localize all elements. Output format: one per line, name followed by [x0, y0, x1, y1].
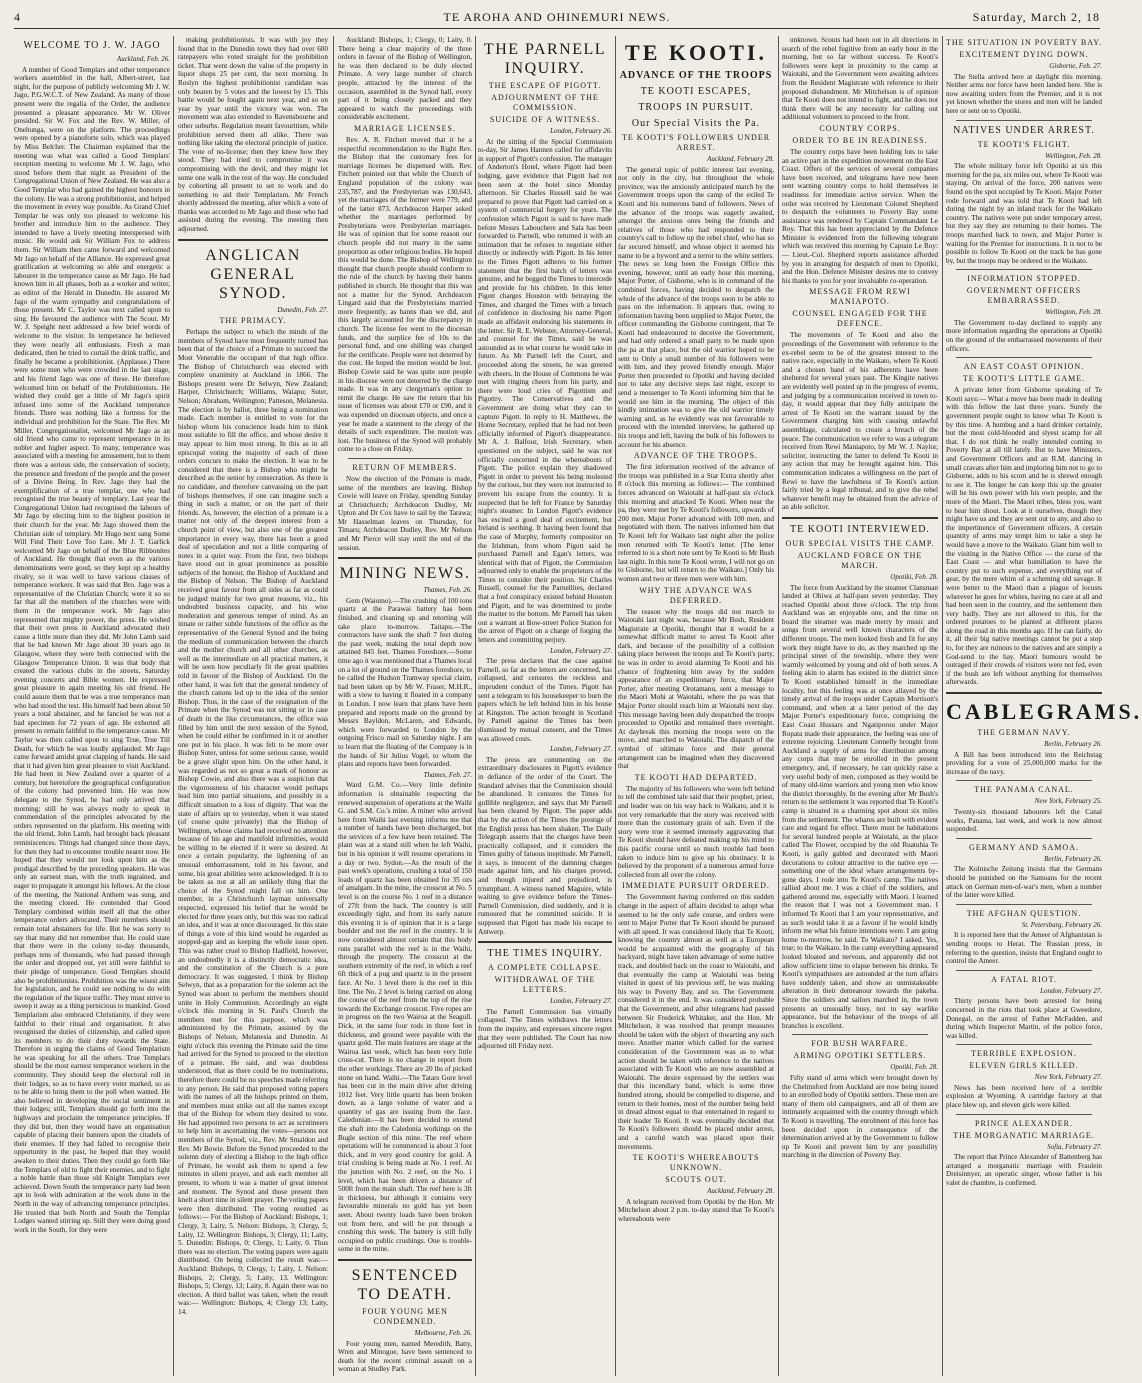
dateline: Auckland, Feb. 26.: [116, 55, 170, 63]
section-rule: [956, 780, 1092, 781]
dateline: Dunedin, Feb. 27.: [277, 305, 328, 314]
subheading: A COMPLETE COLLAPSE.: [487, 963, 602, 973]
subheading: TE KOOTI'S WHEREABOUTS UNKNOWN.: [632, 1153, 760, 1173]
dateline: London, February 27.: [550, 745, 612, 754]
column-7: [946, 36, 1142, 1376]
subheading: TE KOOTI'S LITTLE GAME.: [962, 374, 1086, 384]
article-body: A telegram received from Opotiki by the Hon. Mr Mitchelson about 2 p.m. to-day stated that Te Kooti's whereabouts were: [618, 1197, 774, 1223]
dateline: Berlin, February 26.: [1044, 740, 1102, 749]
subheading: ADVANCE OF THE TROOPS.: [633, 451, 759, 461]
dateline: Opotiki, Feb. 28.: [890, 1063, 938, 1072]
article-body: unknown. Scouts had been out in all directions in search of the rebel fugitive from an early hour in the morning, but so far without success. Te Kooti's followers were kept in proximity to the camp at Waiotahi, and the Government were awaiting advices from the Resident Magistrate with reference to their proposed disbandment. Mr Mitchelson is of opinion that Te Kooti does not intend to fight, and he does not think there will be any necessity for calling out additional volunteers to proceed to the front.: [782, 36, 938, 122]
subheading: THE PRIMACY.: [219, 316, 287, 326]
article-body: The Stella arrived here at daylight this morning. Neither arms nor force have been landed here. She is now awaiting orders from the Premier, and it is not yet known whether the stores and men will be landed here or sent on to Opotiki.: [946, 72, 1102, 115]
column-4: [478, 36, 612, 1376]
article-headline: NATIVES UNDER ARREST.: [953, 124, 1095, 136]
column-divider: [942, 36, 943, 1376]
dateline: Gisborne, Feb. 27.: [1049, 62, 1102, 70]
column-divider: [333, 36, 334, 1376]
article-headline: WELCOME TO J. W. JAGO: [23, 40, 161, 51]
dateline: Melbourne, Feb. 26.: [414, 1328, 472, 1337]
subheading: OUR SPECIAL VISITS THE CAMP.: [785, 538, 935, 548]
subheading: ADJOURNMENT OF THE COMMISSION.: [491, 93, 599, 112]
article-headline: THE PARNELL INQUIRY.: [483, 41, 607, 77]
article-body: The Parnell Commission has virtually collapsed. The Times withdraws the letters from the inquiry, and expresses sincere regret that they were published. The Court has now adjourned till Friday next.: [478, 1007, 612, 1051]
section-rule: [956, 269, 1092, 270]
column-divider: [615, 36, 616, 1376]
article-body: It is reported here that the Ameer of Afghanistan is sending troops to Herat. The Russian press, in referring to the question, insists that England ought to control the Ameer.: [946, 931, 1102, 966]
article-headline: THE PANAMA CANAL.: [974, 785, 1074, 795]
article-body: A number of Good Templars and other temperance workers assembled in the hall, Albert-street, last night, for the purpose of publicly welcoming Mr J. W. Jago, P.G.W.C.T. of New Zealand. As many of those present were the regalia of the Order, the audience presented a pleasant appearance. Mr W. Oliver presided. Sir W. Fox and the Rev. W. Miller, of Onehunga, were on the platform. The proceedings were opened by a pianoforte solo, which was played by Miss Belcher. The Chairman explained that the meeting was what was called a Good Templars' reception meeting to welcome Mr J. W. Jago, who stood before them that night as President of the Congregational Union of New Zealand. He was also a Good Templar who had gained the highest honours in the colony. He was a strong prohibitionist, and helped the movement in every way possible. As Grand Chief Templar he was only too pleased to welcome his brother and introduce him to the audience. They intended to have a lively meeting interspersed with music. He would ask Sir William Fox to address them. Sir William then came forward and welcomed Mr Jago on behalf of the Alliance. He expressed great gratification at welcoming so able and energetic a labourer in the temperance cause as Mr Jago. He had known him in all phases, both as a worker and writer, as editor of the Herald in Dunedin. He assured Mr Jago of the warm sympathy and congratulations of those present. Mr C. Taylor was next called upon to sing. He favoured the audience with The Scout. Mr W. J. Speight next addressed a few brief words of welcome to the visitor. In temperance he believed they were nearly all enthusiasts. Fresh a man dedicated, then he tried to curtail the drink traffic, and finally he became a prohibitionist. (Applause.) There were some men who were crowded in the last stage, and his friend Jago was one of these. He therefore welcomed him on behalf of the Prohibitionists. He wished they could get a little of Mr Jago's spirit infused into some of the Auckland temperance friends. There was nothing like a fortress for the individual and prohibition for the State. The Rev. Mr Miller, Congregationalist, welcomed Mr Jago as an old friend who came to represent temperance in its nobler and higher aspect. To many, temperance was associated with a meeting for amusement, but to them there was a serious side, the conservation of society, the presence and freedom of the people and the power of a Divine Being. In Rev. Jago they had the exemplification of a true templar, one who had recognised the true beauty of templary. Last year the Congregational Union had recognised the labours of Mr Jago by electing him to the highest position in their church for the year. Mr Jago showed them the Christian side of templary. Mr Hugo next sang Some Will Find Their Love Too Late. Mr J. T. Garlick welcomed Mr Jago on behalf of the Blue Ribbonites of Auckland. He thought that even as the various denominations were good, so they kept up a healthy rivalry, so it was well to have various classes of temperance workers. It was said that Bro. Jago was a representative of the Christian Church; were it so so far that all the members of the churches were with them in the temperance work. Mr Jago also represented that mighty power, the press. He wished that their own press in Auckland advocated their cause a little more than they did. Mr John Lamb said that he had known Mr Jago about 30 years ago in Glasgow, where they were both connected with the Glasgow Temperance Union. It was that body that created the various clubs in the streets, Saturday evening concerts and Bible women. He expressed great pleasure in again meeting his old friend. He could assure them that he was a true temperance man who had stood the test. His himself had been about 50 years a total abstainer, and he fancied he was not a bad specimen for 72 years of age. He exhorted all present to remain faithful to the temperance cause. Mr Taylor was then called upon to sing True, True Till Death, for which he was loudly applauded. Mr Jago came forward amidst great clapping of hands. He said that it had given him great pleasure to visit Auckland. He had been in New Zealand over a quarter of a century, but heretofore the geographical configuration of the colony had prevented him. He was now delegate to the Synod, he had only arrived that morning; still he was always ready to speak in commendation of the principles advocated by the orders represented on the platform. His meeting with the old friend, John Lamb, had brought back pleasant reminiscences. Things had changed since those days, for then they had to encounter trouble nearer now. He hoped that they would not look upon him as the prodigal described by the preceding speakers. He was only an earnest man, with the truth ingrained, and eager to propagate it amongst his fellows. At the close of the meeting, the National Anthem was sung, and the meeting closed. He contended that Good Templary combined within itself all that the other temperance orders advocated. Their members should remain total abstainers for life. But he was sorry to say that many did not remember that. He could state that there were in the colony to-day thousands, perhaps tens of thousands, who had passed through the order and dropped out, yet still were faithful to their pledge of temperance. Good Templars should also be prohibitionists. Prohibition was the wisest aim for legislation, and he could see nothing to do with the regulation of the liquor traffic. They must strive to sweep it away as a thing pernicious to mankind. Good Templarism also embraced Christianity, if they were faithful to their ritual and organisation. It also recognised the duties of citizenship, and called upon its members to do their duty towards the State. Therefore in urging the claims of Good Templarism he was speaking for all the others. True Templars should be the most earnest temperance workers in the community. They should keep the electoral roll in their lodges, so as to have every voter marked, so as to be able to bring them to the poll when wanted. He also believed in developing the social sentiment in their lodges; still, Templars should go forth into the highways and proclaim the temperance principles. If they did but, then they would have an organisation capable of placing their banners upon the citadels of their enemies. If they had failed to recognise their opportunity in the past, he hoped that they would awaken to their duties. Then they could go forth like the Templars of old to fight their enemies, and to fight a noble battle than those old Knight Templars ever achieved. Down South the temperance party had been apt to look with admiration at the work done in the North in the way of advancing temperance principles. He trusted that both North and South the Templar Lodges wanted stirring up. Still they were doing good work in the South, for they were: [14, 65, 170, 1234]
dateline: London, February 26.: [550, 127, 612, 135]
section-rule: [946, 692, 1102, 694]
subheading: ELEVEN GIRLS KILLED.: [969, 1061, 1079, 1071]
article-body: The Government having conferred on this sudden change in the aspect of affairs decided to adopt what seemed to be the only safe course, and orders were sent to Major Porter that Te Kooti should be pursued with all speed. It was considered likely that Te Kooti, knowing the country almost as well as a European would be acquainted with the geography of his backyard, might have taken advantage of some native track, and doubled back on the coast to Waiotahi, and that eventually the camp at Waiotahi was being visited in quest of his previous self, he was making his way to Poverty Bay, and so. The Government considered it in the end. It was considered probable that the Government, and after telegrams had passed between Sir Frederick Whitaker, and the Hon. Mr Mitchelson, it was resolved that prompt measures should be taken with the object of thwarting any such move. Another matter which called for the earnest consideration of the Government was as to what action should be taken with reference to the natives associated with Te Kooti who are now assembled at Waiotahi. The desire expressed by the settlers was that this incendiary band, which is some three hundred strong, should be compelled to disperse, and return to their homes, most of the number being held in dread almost equal to that entertained in regard to their leader Te Kooti. It was eventually decided that Te Kooti's followers should be placed under arrest, and a careful watch was placed upon their movements.: [618, 893, 774, 1151]
subheading: IMMEDIATE PURSUIT ORDERED.: [622, 881, 770, 891]
article-headline: TE KOOTI INTERVIEWED.: [790, 523, 930, 535]
subheading: TE KOOTI'S FOLLOWERS UNDER ARREST.: [621, 133, 771, 152]
dateline: Thames, Feb. 27.: [423, 770, 472, 779]
column-1: [14, 36, 170, 1376]
article-headline: THE SITUATION IN POVERTY BAY.: [946, 38, 1103, 47]
article-body: The Kolnische Zeitung insists that the Germans should be punished on the Samoans for the recent attack on German men-of-war's men, when a number of the latter were killed.: [946, 865, 1102, 900]
article-body: The report that Prince Alexander of Battenberg has arranged a morganatic marriage with Fraulein Dreisinnyer, an operatic singer, whose father is his valet de chambre, is confirmed.: [946, 1153, 1102, 1188]
dateline: Sofia, February 27.: [1047, 1142, 1102, 1151]
dateline: London, February 27.: [1040, 986, 1102, 995]
column-divider: [173, 36, 174, 1376]
subheading: GOVERNMENT OFFICERS EMBARRASSED.: [966, 286, 1082, 306]
subheading: SCOUTS OUT.: [665, 1175, 727, 1185]
article-body: Auckland: Bishops, 1; Clergy, 0; Laity, 0. There being a clear majority of the three orders in favour of the Bishop of Wellington, he was then declared to be duly elected Primate. A very large number of church people, attracted by the interest of the occasion, assembled in the Synod hall, every part of it being closely packed and they appeared to watch the proceedings with considerable excitement.: [338, 36, 472, 122]
section-rule: [956, 904, 1092, 905]
article-headline: GERMANY AND SAMOA.: [969, 842, 1079, 852]
subheading: TE KOOTI'S FLIGHT.: [977, 139, 1071, 149]
subheading: ARMING OPOTIKI SETTLERS.: [793, 1051, 927, 1061]
article-headline: PRINCE ALEXANDER.: [975, 1118, 1073, 1128]
section-rule: [338, 557, 472, 559]
article-body: Twenty-six thousand labourers left the Canal works, Panama, last week, and work is now almost suspended.: [946, 808, 1102, 834]
article-headline: MINING NEWS.: [339, 565, 471, 583]
subheading: WITHDRAWAL OF THE LETTERS.: [494, 975, 596, 995]
section-rule: [792, 1034, 928, 1035]
subheading: THE ESCAPE OF PIGOTT.: [488, 81, 602, 90]
article-headline: INFORMATION STOPPED.: [967, 274, 1081, 284]
subheading: FOUR YOUNG MEN CONDEMNED.: [362, 1306, 448, 1326]
subheading: AUCKLAND FORCE ON THE MARCH.: [797, 550, 923, 570]
subheading: THE MORGANATIC MARRIAGE.: [953, 1130, 1095, 1140]
article-headline: TE KOOTI.: [625, 40, 767, 65]
subheading: EXCITEMENT DYING DOWN.: [959, 50, 1089, 59]
dateline: London, February 27.: [550, 646, 612, 655]
column-5: [618, 36, 774, 1376]
article-headline: TERRIBLE EXPLOSION.: [971, 1049, 1077, 1059]
newspaper-title: TE AROHA AND OHINEMURI NEWS.: [443, 10, 671, 24]
dateline: Berlin, February 26.: [1044, 854, 1102, 863]
article-body: Now the election of the Primate is made, some of the members are leaving. Bishop Cowie will leave on Friday, spending Sunday at Christchurch; Archdeacon Dudley, Mr Upton and Dr Cox have to sail by the Tarawa; Mr Hasselman leaves on Thursday, for Timaru; Archdeacon Dudley, Rev. Mr Nelson and Mr Pierce will stay until the end of the session.: [338, 474, 472, 552]
section-rule: [956, 838, 1092, 839]
section-rule: [956, 1044, 1092, 1045]
section-rule: [956, 970, 1092, 971]
article-body: The first information received of the advance of the troops was published in a Star Extra shortly after 8 o'clock this morning as follows:— The combined forces advanced on Waiotahi at half-past six o'clock this morning and attacked Te Kooti. When near the pa, they were met by Te Kooti's followers, upwards of 200 men. Major Porter advanced with 100 men, and negotiated with them. The natives informed him that Te Kooti left for Waikato last night after the police men returned with Te Kooti's letter. [The letter referred to is a short note sent by Te Kooti to Mr Bush last night. In this note Te Kooti wrote, I will not go on to Gisborne, but will return to the Waikato.] Only his women and two or three men were with him.: [618, 463, 774, 583]
article-body: The general topic of public interest last evening, not only in the city, but throughout the whole province, was the anxiously anticipated march by the Government troops upon the camp of the exiled Te Kooti and his numerous band of followers. News of the advance of the troops was eagerly awaited, amongst the anxious ones being the friends and relatives of those who had responded to their country's call to follow up the rebel chief, who has so far secured himself, and whose object it seemed his name to be a byword and a terror to the white settlers. The news so long been the Foreign Office this evening, however, until an early hour this morning, Major Porter, of Gisborne, who is in command of the combined forces, having decided to despatch the whole of the advance of the troops soon to be able to pass on the information. It appears that, owing to information having been supplied to Major Porter, the officer commanding the Gisborne contingent, that Te Kooti had endeavoured to deceive the Government, and had only ordered a small party to be made upon the pa at that place, but the old warrior hoped to be sent to Only a small number of his followers were with him, and they proved friendly enough. Major Porter then proceeded to Opotiki and having decided not to take any decisive steps last night, except to send a messenger to Te Kooti informing him that he would see him in the morning. The object of this kindly intimation was to give the old warrior timely warning and, as he evidently was not favourable to proceed with the intended interview, he gathered up his troops and left, having the bulk of his followers to account for his absence.: [618, 165, 774, 449]
subheading: ADVANCE OF THE TROOPS: [619, 70, 773, 81]
article-body: The movements of Te Kooti and also the proceedings of the Government with reference to the ex-rebel seem to be of the greatest interest to the native race, especially in the Waikato, where Te Kooti and a chosen band of his adherents have been sheltered for several years past. The Kingite natives are evidently well posted up in the progress of events, and judging by a communication received in town to-day, it would appear that they fully anticipate the arrest of Te Kooti on the warrant issued by the Government charging him with causing unlawful assemblage, calculated to create a breach of the peace. The communication we refer to was a telegram received from Rewi Maniapoto, by Mr W. J. Naylor, solicitor, instructing the latter to defend Te Kooti in any action that may be brought against him. This communication indicates a willingness on the part of Rewi to have the lawfulness of Te Kooti's action fairly tried by a legal tribunal, and to give the rebel whatever benefit may be obtained from the advice of an able solicitor.: [782, 331, 938, 512]
column-2: [178, 36, 328, 1376]
article-headline: A FATAL RIOT.: [991, 974, 1057, 984]
subheading: Our Special Visits the Pa.: [631, 118, 761, 129]
dateline: New York, February 27.: [1034, 1073, 1102, 1082]
article-body: Perhaps the subject to which the minds of the members of Synod have most frequently turned has been that of the choice of a Primate to succeed the Most Venerable the occupant of that high office. The Bishop of Christchurch was elected with complete unanimity at Auckland in 1866. The Bishops present were Dr Selwyn, New Zealand; Harper, Christchurch; Williams, Waiapu; Suter, Nelson; Abraham, Wellington; Patteson, Melanesia. The election is by ballot, three being a nomination made. Each member is entitled to vote for the bishop whom his conscience leads him to think most suitable to fill the office, and whose desire it may appear to him most strong. In this as in all episcopal voting the majority of each of three orders concurs to make the election. It was to be considered that there is a Bishop who might be described as the senior by consecration. As there is no candidate, and therefore canvassing on the part of bishops themselves, if one can imagine such a thing in such a matter, or on the part of their friends. As, however, the election of a primate is a matter not only of the deepest interest from a church point of view, but also one of the greatest importance in every way, there has been a good deal of speculation and not a little comparing of notes in a quiet way. From the first, two bishops have stood out in great prominence as possible subjects of the honour, the Bishop of Auckland and the Bishop of Nelson. The Bishop of Auckland received great favour from all sides as far as could be judged mainly for two great reasons, viz., his undoubted business capacity, and his wise moderation and generous temper of mind. As an innate or rather subtle functions of the office as the representative of the General Synod and the being the medium of communication between the church and the mother church and all other churches, as well as the intermediate on all practical matters, it will be seen how peculiarly fit the great qualities told in favour of the Bishop of Auckland. On the other hand, it was felt that the general tendency of the church canons led up to the idea of the senior Bishop. Thus, in the case of the resignation of the Primate when the Synod was not sitting or in case of death in the like circumstances, the office was filled by him until the next session of the Synod, when he could either be confirmed in it or another one put in his place. It was felt to be more over Bishop Suter, unless for some serious cause, would be a grave slight upon him. On the other hand, it was regarded as not so great a mark of honour as Bishop Cowie, and also there was a suspicion that the vigorousness of his character would perhaps lead him into partial situations, and possibly in a difficult situation to a loss of dignity. That was the state of affairs up to yesterday, when it was stated (of course quite privately) that the Bishop of Wellington, whose claims had received no attention because of his age and manifold infirmities, would be willing to be elected if it were so desired. At once a certain popularity, the lightening of an unusual embarrassment, told in his favour, and some, his great abilities were acknowledged. It is to be taken as not at all an unlikely thing that the choice of the Synod might fall on him. One member, in a Christchurch layman universally respected, expressed his belief that he would be elected for three years only, but this was too radical an idea, and it was at once discouraged. In this state of things a vote of this kind would be regarded as stopped-gap and as keeping the whole issue open. This was rather cruel to Bishop Hadfield, however, an undoubtedly it is a distinctly democratic idea, and the constitution of the Church is a pure democracy. It was suggested, I think by Bishop Selwyn, that as a preparation for the solemn act the Synod was about to perform the members should unite in Holy Communion. Accordingly an eight o'clock this morning in St. Paul's Church the members met for this purpose, which was administered by the Primate, assisted by the Bishops of Nelson, Melanesia and Dunedin. At eight o'clock this evening the Primate said the time had arrived for the Synod to proceed to the election of a primate. He said, and was doubtless understood, that as there could be no nominations, therefore there could be no speeches made referring to any person. He said that proposed voting papers with the names of all the bishops printed on them, and members must strike out all the names except that of the Bishop for whom they desired to vote. He had appointed two persons to act as scrutineers to help him in ascertaining the votes—persons not members of the Synod, viz., Rev. Mr Smaldon and Rev. Mr Bowie. Before the Synod proceeded to the solemn duty of electing a Bishop to the high office of Primate, he would ask them to spend a few minutes in silent prayer, and ask each member all present, to whom it was a matter of great interest and moment. The Synod and those present then knelt a short time in silent prayer. The voting papers were then distributed. The voting resulted as follows:— For the Bishop of Auckland: Bishops, 1; Clergy, 3; Laity, 5. Nelson: Bishops, 3; Clergy, 5; Laity, 12. Wellington: Bishops, 3; Clergy, 11; Laity, 5. Dunedin: Bishops, 0; Clergy, 1; Laity, 0. Thus there was no election. The voting papers were again distributed. On being collected the result was:— Auckland: Bishops, 0; Clergy, 1; Laity, 1. Nelson: Bishops, 2; Clergy, 5; Laity, 13. Wellington: Bishops, 5; Clergy, 13; Laity, 8. Again there was no election. A third ballot was taken, when the result was:— Wellington: Bishops, 4; Clergy 13; Laity, 14.: [178, 328, 328, 1316]
subheading: RETURN OF MEMBERS.: [352, 462, 458, 472]
dateline: Auckland, February 28.: [707, 155, 774, 163]
section-headline: CABLEGRAMS.: [946, 699, 1142, 725]
article-headline: SENTENCED TO DEATH.: [351, 1266, 459, 1303]
article-body: News has been received here of a terrible explosion at Wyoming. A cartridge factory at that place blew up, and eleven girls were killed.: [946, 1083, 1102, 1110]
dateline: Thames, Feb. 26.: [423, 586, 472, 595]
article-headline: ANGLICAN GENERAL SYNOD.: [205, 246, 301, 302]
subheading: TE KOOTI HAD DEPARTED.: [634, 772, 758, 782]
article-body: The Government to-day declined to supply any more information regarding the operations at Opotiki on the ground of the embarrassed movements of their officers.: [946, 318, 1102, 353]
article-body: Gem (Waiomo).—The crushing of 100 tons quartz at the Parawai battery has been finished, and cleaning up and retorting will take place to-morrow. Taitapu.—The contractors have sunk the shaft 7 feet during the past week, making the total depth now attained 845 feet. Thames Foreshore.—Some time ago it was mentioned that a Thames local on a lot of ground on the Thames foreshore, to be called the Hudson Tramway special claim, had been taken up by Mr W. Fraser, M.H.R., with a view to having it floated in a company in London. I now learn that plans have been prepared and reports made on the ground by Messrs Bayldon, McLaren, and Edwards, which were forwarded to London by the outgoing Frisco mail on Saturday night. I am to learn that the floating of the Company is in the hands of Sir Julius Vogel, to whom the plans and reports have been forwarded.: [338, 596, 472, 769]
subheading: FOR BUSH WARFARE.: [811, 1039, 909, 1049]
article-headline: AN EAST COAST OPINION.: [963, 362, 1085, 372]
article-body: Four young men, named Meredith, Batty, Wren and Minogue, have been sentenced to death for the recent criminal assault on a woman at Studley Park.: [338, 1339, 472, 1374]
section-rule: [782, 517, 938, 519]
article-body: At the sitting of the Special Commission to-day, Sir James Hannen called for affidavits in support of Pigott's confession. The manager of Anderton's Hotel, where Pigott had been lodging, gave evidence that Pigott had not been seen at the hotel since Monday afternoon. Sir Charles Russell said he was prepared to prove that Pigott had carried on a system of commercial forgery for years. The confession which Pigott is said to have made before Messrs Labouchere and Sala has been forwarded to Parnell, who returned it with an intimation that he refuses to negotiate either directly or indirectly with Pigott. In his letter to the Times Pigott adheres to his former statement that the first batch of letters was genuine, and he begged the Times to intercede and provide for his children. In this letter Pigott charges Houston with betraying the Times, and charged the Times with a breach of confidence in disclosing his name Pigott made an affidavit endorsing his statements in the letter. Sir R. E. Webster, Attorney-General, and counsel for the Times, said he was astounded as to what course he would take in future. As Mr Parnell left the Court, and proceeded along the streets, he was greeted with cheers. In the House of Commons he was met with ringing cheers from his party, and there were loud cries of Pigottism and Pigottry. The Conservatives and the Government are doing what they can to capture Pigott. In reply to H. Matthews, the Home Secretary, replied that he had not been officially informed of Pigott's disappearance. Mr A. J. Balfour, Irish Secretary, when questioned on the subject, said he was not officially concerned in the whereabouts of Pigott. The police explain they shadowed Pigott in order to prevent his being molested by the curious, but they were not instructed to prevent his escape from the country. It is suspected that he left for France by Saturday night's steamer. In London Pigott's evidence has excited a good deal of excitement, but Ireland is seething. It having been found that the case of Murphy, formerly compositor on the Irishman, from whom Pigott said he purchased Parnell and Egan's letters, was identical with that of Pigott, the Commission adjourned only to enable the proprietors of the Times to consider their position. Sir Charles Russell, counsel for the Parnellites, declared that a foul conspiracy existed behind Houston and Pigott, and he was determined to probe the matter to the bottom. Mr Parnell has taken out a warrant at Bow-street Police Station for the arrest of Pigott on a charge of forging the letters and committing perjury.: [478, 137, 612, 645]
article-body: A Bill has been introduced into the Reichstag providing for a vote of 25,000,000 marks for the increase of the navy.: [946, 750, 1102, 776]
subheading: TROOPS IN PURSUIT.: [638, 102, 754, 113]
article-body: Rev. A. R. Fitchett moved that it be a respectful recommendation to the Right Rev. the Bishop that the customary fees for marriage licenses be dispensed with. Rev. Fitchett pointed out that while the Church of England population of the colony was 235,787, and the Presbyterian was 130,643, yet the marriages of the former were 779, and of the latter 873. Archdeacon Harper asked whether the marriages performed by Presbyterians were Presbyterian marriages. He was of opinion that for some reason our church people did not marry in the same proportion as other religious bodies. He hoped this would be done. The Bishop of Wellington thought that church people should conform to the rule of the church by having their banns published in church. He thought that this was not a matter for the Synod. Archdeacon Lingard said that the Presbyterians married more frequently, as banns than we did, and this largely accounted for the discrepancy in church. The license fee went to the diocesan funds, and the surplice fee of 10s to the personal fund, and one shilling was charged for the certificate. People were not deterred by the cost. He hoped the motion would be lost. Bishop Cowie said he was quite sure people in his diocese were not deterred by the charge made. It was in any clergyman's option to remit the charge. He saw the return that his issue of licenses was about £70 or £90, and it was expended on diocesan objects, and once a year he made a statement to the clergy of the details of such expenditure. The motion was lost. The business of the Synod will probably come to a close on Friday.: [338, 135, 472, 454]
dateline: London, February 27.: [550, 997, 612, 1006]
page-number: 4: [14, 10, 21, 24]
dateline: Opotiki, Feb. 28.: [890, 572, 938, 581]
article-body: The press declares that the case against Parnell, so far as the letters are concerned, has collapsed, and censures the reckless and imprudent conduct of the Times. Pigott has sent a telegram to his housekeeper to burn the papers which he left behind him in his house at Kingston. The action brought in Scotland by Parnell against the Times has been dismissed by mutual consent, and the Times was allowed costs.: [478, 657, 612, 743]
masthead: [14, 10, 1100, 26]
article-body: The majority of his followers who were left behind to tell the combined tale said that their prophet, priest, and leader was on his way back to Waikato, and it is not very remarkable that the story was received with more than the customary grain of salt. Even if the story were true it seemed intensely aggravating that Te Kooti should have defeated making up his mind to this pacific course until so much trouble had been taken to induce him to give up his obstinacy. It is believed by the proponent of a numerous armed force collected from all over the colony.: [618, 784, 774, 879]
article-body: The force from Auckland by the steamer Clansman landed at Ohiwa at half-past seven yesterday. They reached Opotiki about three o'clock. The trip from Auckland was an enjoyable one, and the time on board the steamer was made merry by music and songs from several well known characters of the different troops. The men looked fresh and fit for any work they might have to do, as they marched up the principal street of the township, where they were warmly welcomed by young and old of both sexes. A feeling akin to alarm has existed in the district since Te Kooti established himself in the immediate locality, but this feeling was at once allayed by the timely arrival of the troops under Captain Morrison's command, and when at a later period of the day Major Porter's expeditionary force, comprising the East Coast Hussars and Ngatiporou under Major Ropata made their appearance, the feeling was one of extreme rejoicing. Lieutenant Connelly brought from Auckland a supply of arms for distribution among any corps that may be enrolled in the present emergency, and, if necessary, he can quickly raise a very useful body of men, composed as they would be of many old-time warriors and young men who know the district thoroughly. In the evening after Mr Bush's return to the settlement it was reported that Te Kooti's camp is situated in a charming spot about six miles from the settlement. The whares are built with evident care and regard for effect. There must be habitations for several hundred people at Waiotahi, as the place called The Flower, occupied by the old Ruatuhia Te Kooti, is gaily gabled and decorated with Maori decorations to colour attractive to the native eye — something one of the ideal whare arrangements by-gone days. I rode into Te Kooti's camp. The natives rallied about me. I was a chief of the soldiers, and gathered around me, especially with Maori. I learned the reason that I was not a Government man. I informed Te Kooti that I am your representative, and as such would take it as a favour if he would kindly inform me what his future intentions were. I am going home to-morrow, he said. To Waikato? I asked. Yes, true; to the Waikato. In the camp everything appeared looked bloated and nervous, and apparently did not allow sufficient time to elapse between his drinks. Te Kooti's sympathisers are astounded at the turn affairs have suddenly taken, and show an unmistakeable alteration in their demeanour towards the pakeha. Since the soldiers and sailors marched in, the town presents an unusually busy, not to say warlike appearance, but the behaviour of the troops of all branches is excellent.: [782, 583, 938, 1030]
dateline: Auckland, February 28.: [707, 1187, 774, 1196]
section-rule: [348, 458, 462, 459]
subheading: MARRIAGE LICENSES.: [353, 123, 456, 133]
issue-date: Saturday, March 2, 18: [972, 10, 1100, 24]
article-body: making prohibitionists. It was with joy they found that in the Dunedin town they had over 600 ratepayers who voted straight for the prohibition ticket. That went down the value of the property in liquor shops 25 per cent, the next morning. In Roslyn the highest prohibitionist candidate was only beaten by 5 votes and the lowest by 15. This battle would be fought again next year, and so on year by year until the victory was won. The movement was also extended to Ravensbourne and other suburbs. Regulation meant favouritism, while prohibition served them all alike. There was nothing like taking the electoral principle of justice. The vote of no-license; then they knew how they stood. They had tried to compromise it was compromising with the devil, and they might let some one walk in the rest of the way. He concluded by cohorting all present to set to work and do something to aid their Templarism. Mr French shortly addressed the meeting, after which a vote of thanks was accorded to Mr Jago and those who had assisted during the evening. The meeting then adjourned.: [178, 36, 328, 234]
article-headline: THE GERMAN NAVY.: [977, 728, 1071, 738]
article-body: The press are commenting on the extraordinary disclosures in Pigott's evidence in defiance of the order of the Court. The Standard advises that the Commission should be abandoned. It censures the Times for gullible negligence, and says that Mr Parnell has been cleared by Pigott. The paper adds that by the action of the Times the prestige of the English press has been shaken. The Daily Telegraph asserts that the charges have been practically collapsed, and it considers the Times guilty of fatuous ineptitude. Mr Parnell, it says, is innocent of the damning charges made against him, and his charges proved, and though injured and prejudiced, is triumphant. A witness named Maguire, while waiting to give evidence before the Times-Parnell Commission, died suddenly, and it is rumoured that he committed suicide. It is supposed that Pigott has made his escape to Antwerp.: [478, 755, 612, 936]
section-rule: [956, 1114, 1092, 1115]
article-body: Thirty persons have been arrested for being concerned in the riots that took place at Gweedore, Donegal, on the arrest of Father McFadden, and during which Inspector Martin, of the police force, was killed.: [946, 997, 1102, 1040]
column-6: [782, 36, 938, 1376]
column-divider: [475, 36, 476, 1376]
subheading: ORDER TO BE IN READINESS.: [792, 135, 928, 145]
article-body: Ward G.M. Co.—Very little definite information is obtainable respecting the renewed suspension of operations at the Waihi G. and S.M. Co.'s mine. A miner who arrived here from Waihi last evening informs me that a number of hands have been discharged, but the services of a few have been retained. The plant was at a stand still when he left Waihi, but in his opinion it will resume operations in a day or two. Sydon.—As the result of the past week's operations, crushing a total of 150 loads of quartz has been obtained for 35 ozs of amalgam. In the mine, the crosscut at No. 5 level is on the course No. 1 reef in a distance of 27ft from the back. The country is still exceedingly tight, and from its early nature this evening it is of opinion that it is a large boulder and not the reef in the country. It is now considered almost certain that this body runs parallel with the reef is in the Waihi, through the property. The crosscut at the southern extremity of the reef, in which a reef 6ft thick of a pug and quartz is in the present face. At No. 1 level there is the reef in this line. The No. 2 level is being carried on along the course of the reef from the top of the rise towards the Exchange crosscut. Five ropes are in progress on the two Wairoa at the Seagull. Dick, in the same four rods in three feet in thickness, and ground were payable with the quartz gold. The main features are stage at the Wairoa last week, which has been very little cross-cut. There is no change in report from the other workings. There are 20 lbs of picked stone on hand. Waihi.—The Tatars Gore level has been cut in the main drive after driving 1012 feet. Very little quartz has been broken down, as a large volume of water and a quantity of gas are issuing from the face. Caledonian.—It has been decided to extend the shaft into the Caledonia workings on the Bugle section of this mine. The reef where operations will be commenced is about 3 foot thick, and in very good country for gold. A trial crushing is being made at No. 1 reef. At the junction with No. 2 reef, on the No. 1 level, which has been driven a distance of 500ft from the main shaft. The reef here is 3ft in thickness, but although it contains very favourable minerals no gold has yet been seen. About twenty loads have been broken out from here, and will be put through a crushing this week. The battery is still fully occupied on public crushings. One is trouble-some in the mine.: [338, 781, 472, 1254]
subheading: WHY THE ADVANCE WAS DEFERRED.: [639, 585, 753, 605]
dateline: Wellington, Feb. 28.: [1045, 151, 1102, 160]
section-rule: [178, 239, 328, 241]
section-rule: [956, 120, 1092, 121]
dateline: Wellington, Feb. 28.: [1045, 308, 1102, 317]
article-body: The country corps have been holding lots to take an active part in the expedition movement on the East Coast. Offers of the services of several companies have been received, and telegrams have now been sent warning country corps to hold themselves in readiness for immediate active service. When the order was received by Lieutenant Colonel Shepherd to despatch the volunteers to Poverty Bay some assistance was rendered by Captain Commandant Le Roy. That this has been appreciated by the Defence Minister is evidenced from the following telegram which was received this morning by Captain Le Roy:— Lieut.-Col. Shepherd reports assistance afforded by you in arranging for despatch of men to Opotiki, and the Hon. Defence Minister desires me to convey his thanks to you for your invaluable co-operation.: [782, 147, 938, 285]
dateline: St. Petersburg, February 26.: [1021, 920, 1102, 929]
subheading: TE KOOTI ESCAPES,: [640, 86, 752, 97]
masthead-rule: [14, 28, 1100, 29]
section-rule: [338, 1259, 472, 1261]
article-body: A private letter from Gisborne speaking of Te Kooti says:— What a move has been made in dealing with this fellow the last three years. Surely the government people ought to know what Te Kooti is by this time. A humbug and a hard drinker certainly, but the most cold-blooded and slyest scamp for all that. I do not think he really intended coming to Poverty Bay at all till lately. But to have Ministers, and Government Officers and an R.M. dancing in small cravats after him and imploring him not to go to Gisborne, adds to his scorn and he is shrewd enough to see it. The longer he can keep this up the greater will be his own power with his own people, and the more of the Maori. The Maori tribes, bless you, want to hear him shout. Look at it ourselves, though they might have us and they are sent out to any, and also to the impertinence of Government officers. A certain quantity of arms may tempt him to take a step he would have a move to the Waikato. Giant him well to the visiting in the Native Office — the curse of the East Coast — and what humiliation to have the country put to such expense, and everything out of gear, by the mere whim of a scheming old savage. It were better to the Maori than a plague of locusts wherever he goes for whites, having no care at all and had been seen in the country, and the settlement then very badly. They are not allowed to this, for the ordered potatoes to be planted at different places along the road in this months ago. If he can fairly, do it, all their big native meetings cannot be put a stop to, for they are ruinous to the natives and are simply a God-send to the bay. Maori humours would be outraged if their crowds of visitors were not fed, even if the bush are left without anything for themselves afterwards.: [946, 386, 1102, 687]
subheading: COUNTRY CORPS.: [819, 123, 901, 133]
subheading: MESSAGE FROM REWI MANIAPOTO.: [809, 287, 911, 307]
column-divider: [778, 36, 779, 1376]
article-headline: THE AFGHAN QUESTION.: [966, 908, 1082, 918]
column-3: [338, 36, 472, 1376]
article-body: The reason why the troops did not march to Waiotahi last night was, because Mr Bush, Resident Magistrate at Opotiki, thought that it would be a somewhat difficult matter to arrest Te Kooti after dark, and because of the possibility of a collision taking place between the troops and Te Kooti's party, he was in order to avoid alarming Te Kooti and his chance of frightening him away by the sudden appearance of an expeditionary force, that Major Porter, after meeting Orotamanu, sent a message to the Maori Mohi at Waiotahi, where the pa was that Major Porter should reach him at Waiotahi next day. This message having been duly despatched the troops proceeded to Opotiki and remained there overnight. At daybreak this morning the troops were on the move, and marched to Waiotahi. The dispatch of the symbol of ultimate force and their general arrangement can be imagined when they discovered that: [618, 607, 774, 771]
section-rule: [956, 357, 1092, 358]
article-headline: THE TIMES INQUIRY.: [487, 948, 603, 960]
article-body: Fifty stand of arms which were brought down by the Chelmsford from Auckland are now being issued to an enrolled body of Opotiki settlers. These men are many of them old campaigners, and all of them are intimately acquainted with the country through which Te Kooti is travelling. The enrolment of this force has been decided upon in consequence of the determination arrived at by the Government to follow up Te Kooti and prevent him by any possibility marching in the direction of Poverty Bay.: [782, 1073, 938, 1160]
article-body: The whole military force left Opotiki at six this morning for the pa, six miles out, where Te Kooti was staying. On arrival of the force, 200 natives were found on the spot occupied by Te Kooti. Major Porter rode forward and was told that Te Kooti had left during the night by an inland track for the Waikato country. The natives were put under temporary arrest, but they say they are returning to their homes. The troops marched back to town, and Major Porter is waiting for the Premier for instructions. It is not to be possible to follow Te Kooti on the track he has gone by, but the troops may be ordered to the Waikato.: [946, 162, 1102, 265]
dateline: New York, February 25.: [1034, 797, 1102, 806]
subheading: COUNSEL ENGAGED FOR THE DEFENCE.: [792, 309, 928, 329]
subheading: SUICIDE OF A WITNESS.: [489, 115, 601, 124]
section-rule: [478, 941, 612, 943]
